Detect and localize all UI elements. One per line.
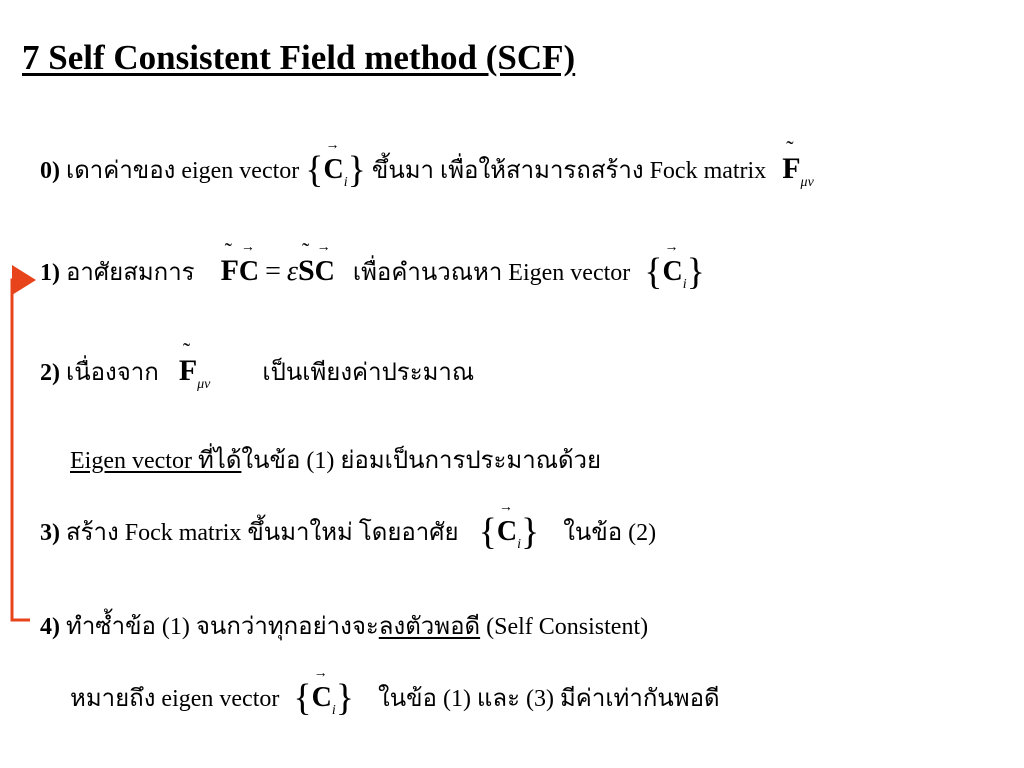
eq-sign: = [265, 256, 281, 287]
right-brace: } [335, 677, 354, 719]
eq-vector-c-2: → C [315, 256, 335, 288]
tilde-f: ˜ F [179, 354, 197, 388]
eq-vector-c: → C [239, 256, 259, 288]
right-brace: } [520, 511, 540, 553]
subscript-munu: μν [197, 377, 211, 392]
step-2-text-b: เป็นเพียงค่าประมาณ [262, 360, 475, 386]
step-3-number: 3) [40, 520, 60, 546]
step-0-number: 0) [40, 158, 60, 184]
subscript-i: i [517, 537, 521, 552]
eq-epsilon: ε [286, 256, 298, 287]
step-1-text-a: อาศัยสมการ [66, 260, 195, 286]
step-2-line-2 [70, 440, 601, 479]
fock-matrix-symbol-2 [178, 354, 217, 392]
step-4-text-rest: (Self Consistent) [486, 614, 649, 640]
tilde-f: ˜ F [782, 152, 800, 186]
right-brace: } [347, 149, 366, 191]
subscript-i: i [331, 703, 336, 718]
step-4 [40, 606, 648, 645]
step-1-text-b: เพื่อคำนวณหา Eigen vector [352, 260, 631, 286]
step-2-underlined: Eigen vector ที่ได้ [70, 448, 242, 474]
step-3 [40, 510, 656, 554]
left-brace: { [293, 677, 312, 719]
vector-c: → C [312, 682, 332, 714]
eigenvector-set-symbol [305, 149, 372, 191]
step-1-number: 1) [40, 260, 60, 286]
slide-title: 7 Self Consistent Field method (SCF) [22, 38, 576, 77]
step-0-text-a: เดาค่าของ eigen vector [66, 158, 300, 184]
roothaan-equation [220, 254, 341, 287]
left-brace: { [644, 251, 663, 293]
left-brace: { [478, 511, 497, 553]
step-3-text-b: ในข้อ (2) [563, 520, 657, 546]
step-4-number: 4) [40, 614, 60, 640]
step-2-number: 2) [40, 360, 60, 386]
step-1 [40, 250, 705, 294]
vector-c: → C [497, 516, 517, 548]
vector-c: → C [324, 154, 344, 186]
eigenvector-set-symbol-3 [478, 511, 546, 553]
eigenvector-set-symbol-2 [644, 251, 705, 293]
left-brace: { [305, 149, 324, 191]
step-2-text-a: เนื่องจาก [66, 360, 159, 386]
eq-tilde-s: ˜ S [298, 254, 315, 288]
eigenvector-set-symbol-4 [293, 677, 360, 719]
step-2 [40, 352, 474, 393]
step-4-line2-a: หมายถึง eigen vector [70, 686, 280, 712]
fock-matrix-symbol [782, 152, 814, 190]
step-4-underlined: ลงตัวพอดี [378, 614, 481, 640]
step-0-text-b: ขึ้นมา เพื่อให้สามารถสร้าง Fock matrix [371, 158, 767, 184]
right-brace: } [686, 251, 705, 293]
step-3-text-a: สร้าง Fock matrix ขึ้นมาใหม่ โดยอาศัย [66, 520, 459, 546]
subscript-munu: μν [800, 175, 814, 190]
subscript-i: i [343, 175, 348, 190]
subscript-i: i [682, 277, 687, 292]
vector-c: → C [663, 256, 683, 288]
step-4-text-a: ทำซ้ำข้อ (1) จนกว่าทุกอย่างจะ [66, 614, 379, 640]
step-4-line-2 [70, 676, 720, 720]
step-2-rest: ในข้อ (1) ย่อมเป็นการประมาณด้วย [241, 448, 602, 474]
step-4-line2-b: ในข้อ (1) และ (3) มีค่าเท่ากันพอดี [378, 686, 720, 712]
step-0 [40, 148, 814, 192]
eq-tilde-f: ˜ F [221, 254, 239, 288]
